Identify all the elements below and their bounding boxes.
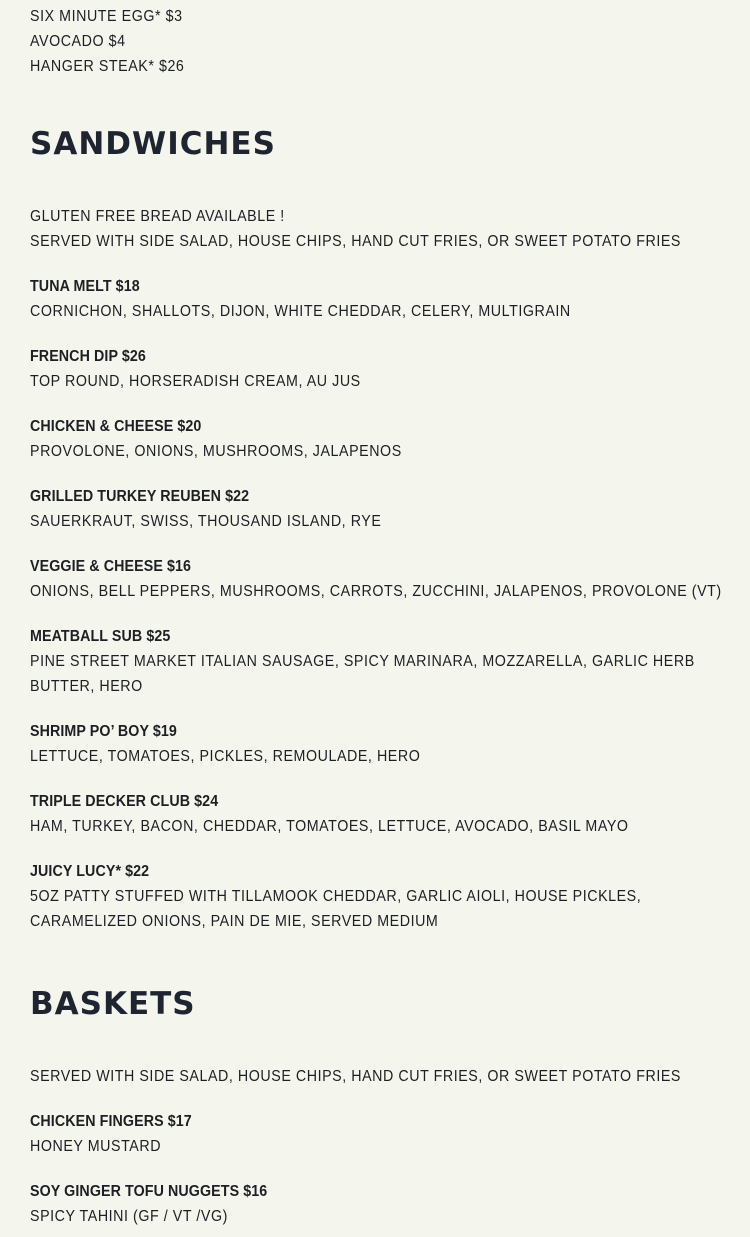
menu-item	[30, 554, 730, 604]
menu-item	[30, 1179, 730, 1229]
addon-item: SIX MINUTE EGG* $3	[30, 8, 183, 25]
menu-item	[30, 789, 730, 839]
menu-item-description: SAUERKRAUT, SWISS, THOUSAND ISLAND, RYE	[30, 513, 382, 530]
addon-item: HANGER STEAK* $26	[30, 58, 185, 75]
menu-item	[30, 484, 730, 534]
section-note: GLUTEN FREE BREAD AVAILABLE !	[30, 208, 285, 225]
menu-item-name: CHICKEN FINGERS $17	[30, 1113, 192, 1130]
section-note: SERVED WITH SIDE SALAD, HOUSE CHIPS, HAND CUT FRIES, OR SWEET POTATO FRIES	[30, 233, 681, 250]
menu-item-description: SPICY TAHINI (GF / VT /VG)	[30, 1208, 228, 1225]
menu-item-name: FRENCH DIP $26	[30, 348, 146, 365]
menu-item-description: 5OZ PATTY STUFFED WITH TILLAMOOK CHEDDAR, GARLIC AIOLI, HOUSE PICKLES, CARAMELIZED ONIONS, PAIN DE MIE, SERVED MEDIUM	[30, 888, 642, 930]
menu-item-name: TRIPLE DECKER CLUB $24	[30, 793, 219, 810]
sandwiches-section	[30, 127, 730, 934]
baskets-section	[30, 987, 730, 1229]
menu-item-description: TOP ROUND, HORSERADISH CREAM, AU JUS	[30, 373, 361, 390]
menu-item-description: LETTUCE, TOMATOES, PICKLES, REMOULADE, HERO	[30, 748, 421, 765]
menu-item-name: JUICY LUCY* $22	[30, 863, 150, 880]
addon-item: AVOCADO $4	[30, 33, 126, 50]
menu-item-description: HONEY MUSTARD	[30, 1138, 162, 1155]
menu-item-name: SHRIMP PO’ BOY $19	[30, 723, 177, 740]
menu-item	[30, 344, 730, 394]
menu-item-description: PROVOLONE, ONIONS, MUSHROOMS, JALAPENOS	[30, 443, 402, 460]
menu-item-name: GRILLED TURKEY REUBEN $22	[30, 488, 250, 505]
menu-item-name: SOY GINGER TOFU NUGGETS $16	[30, 1183, 268, 1200]
menu-item	[30, 859, 730, 934]
menu-item	[30, 274, 730, 324]
menu-item-name: CHICKEN & CHEESE $20	[30, 418, 202, 435]
menu-item-description: PINE STREET MARKET ITALIAN SAUSAGE, SPICY MARINARA, MOZZARELLA, GARLIC HERB BUTTER, HERO	[30, 653, 695, 695]
previous-section-addons	[30, 4, 198, 79]
menu-item	[30, 414, 730, 464]
menu-item	[30, 624, 730, 699]
menu-item-description: CORNICHON, SHALLOTS, DIJON, WHITE CHEDDAR, CELERY, MULTIGRAIN	[30, 303, 571, 320]
menu-item-description: ONIONS, BELL PEPPERS, MUSHROOMS, CARROTS, ZUCCHINI, JALAPENOS, PROVOLONE (VT)	[30, 583, 722, 600]
menu-item-name: MEATBALL SUB $25	[30, 628, 171, 645]
menu-item	[30, 1109, 730, 1159]
menu-item-name: TUNA MELT $18	[30, 278, 140, 295]
menu-item-description: HAM, TURKEY, BACON, CHEDDAR, TOMATOES, LETTUCE, AVOCADO, BASIL MAYO	[30, 818, 629, 835]
section-note: SERVED WITH SIDE SALAD, HOUSE CHIPS, HAND CUT FRIES, OR SWEET POTATO FRIES	[30, 1068, 681, 1085]
section-title: BASKETS	[30, 986, 196, 1022]
menu-item	[30, 719, 730, 769]
menu-item-name: VEGGIE & CHEESE $16	[30, 558, 192, 575]
section-title: SANDWICHES	[30, 126, 276, 162]
